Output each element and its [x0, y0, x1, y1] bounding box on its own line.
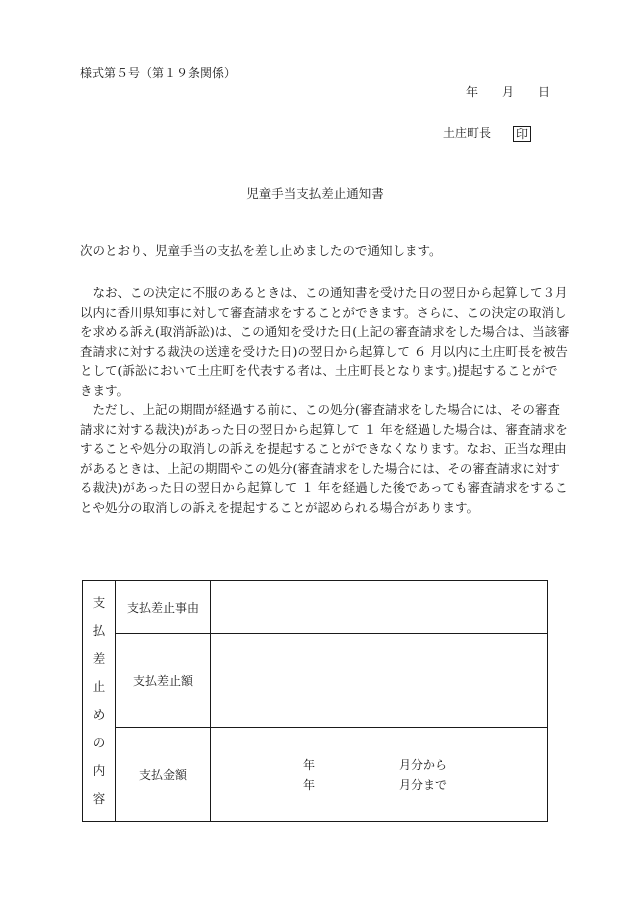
date-line [466, 83, 550, 100]
paragraph-line: を求める訴え(取消訴訟)は、この通知を受けた日(上記の審査請求をした場合は、当該審 [80, 324, 570, 340]
period-from-month: 月分から [399, 757, 448, 772]
vertical-heading-char: の [92, 735, 106, 750]
suspension-details-table [82, 580, 548, 822]
appeal-notice-paragraph [80, 283, 570, 401]
vertical-heading-char: 支 [92, 595, 106, 610]
paragraph-line: なお、この決定に不服のあるときは、この通知書を受けた日の翌日から起算して３月 [80, 285, 568, 300]
vertical-heading-char: 容 [92, 791, 106, 806]
paragraph-line: ただし、上記の期間が経過する前に、この処分(審査請求をした場合には、その審査 [80, 402, 560, 417]
vertical-heading-char: 止 [92, 679, 106, 694]
payment-period-field[interactable] [211, 728, 548, 822]
table-row-reason [83, 581, 548, 634]
paragraph-line: きます。 [80, 382, 130, 398]
paragraph-line: することや処分の取消しの訴えを提起することができなくなります。なお、正当な理由 [80, 441, 567, 457]
date-year: 年 [466, 85, 479, 99]
amount-label: 支払差止額 [116, 634, 211, 728]
seal-mark: 印 [513, 126, 531, 142]
period-to-year: 年 [303, 777, 316, 792]
paragraph-line: として(訴訟において土庄町を代表する者は、土庄町長となります。)提起することがで [80, 363, 558, 379]
issuer-block [443, 124, 531, 142]
table-row-amount [83, 634, 548, 728]
reason-field[interactable] [211, 581, 548, 634]
lead-sentence: 次のとおり、児童手当の支払を差し止めましたので通知します。 [80, 243, 442, 258]
reason-label: 支払差止事由 [116, 581, 211, 634]
form-number: 様式第５号（第１９条関係） [80, 66, 237, 80]
date-month: 月 [502, 85, 515, 99]
vertical-heading-char: 内 [92, 763, 106, 778]
paragraph-line: とや処分の取消しの訴えを提起することが認められる場合があります。 [80, 499, 480, 515]
period-to [211, 775, 547, 795]
period-from [211, 755, 547, 775]
period-to-month: 月分まで [399, 777, 448, 792]
date-day: 日 [538, 85, 551, 99]
vertical-heading-char: 払 [92, 623, 106, 638]
payment-label: 支払金額 [116, 728, 211, 822]
vertical-heading [83, 581, 116, 822]
vertical-heading-char: 差 [92, 651, 106, 666]
issuer-name: 土庄町長 [443, 126, 492, 140]
deadline-notice-paragraph [80, 400, 568, 518]
document-title: 児童手当支払差止通知書 [246, 186, 384, 201]
paragraph-line: 査請求に対する裁決の送達を受けた日)の翌日から起算して ６ 月以内に土庄町長を被告 [80, 343, 568, 359]
table-row-payment [83, 728, 548, 822]
amount-field[interactable] [211, 634, 548, 728]
paragraph-line: る裁決)があった日の翌日から起算して １ 年を経過した後であっても審査請求をするこ [80, 480, 568, 496]
vertical-heading-char: め [92, 707, 106, 722]
paragraph-line: 以内に香川県知事に対して審査請求をすることができます。さらに、この決定の取消し [80, 304, 567, 320]
paragraph-line: があるときは、上記の期間やこの処分(審査請求をした場合には、その審査請求に対す [80, 460, 560, 476]
period-from-year: 年 [303, 757, 316, 772]
paragraph-line: 請求に対する裁決)があった日の翌日から起算して １ 年を経過した場合は、審査請求を [80, 421, 568, 437]
